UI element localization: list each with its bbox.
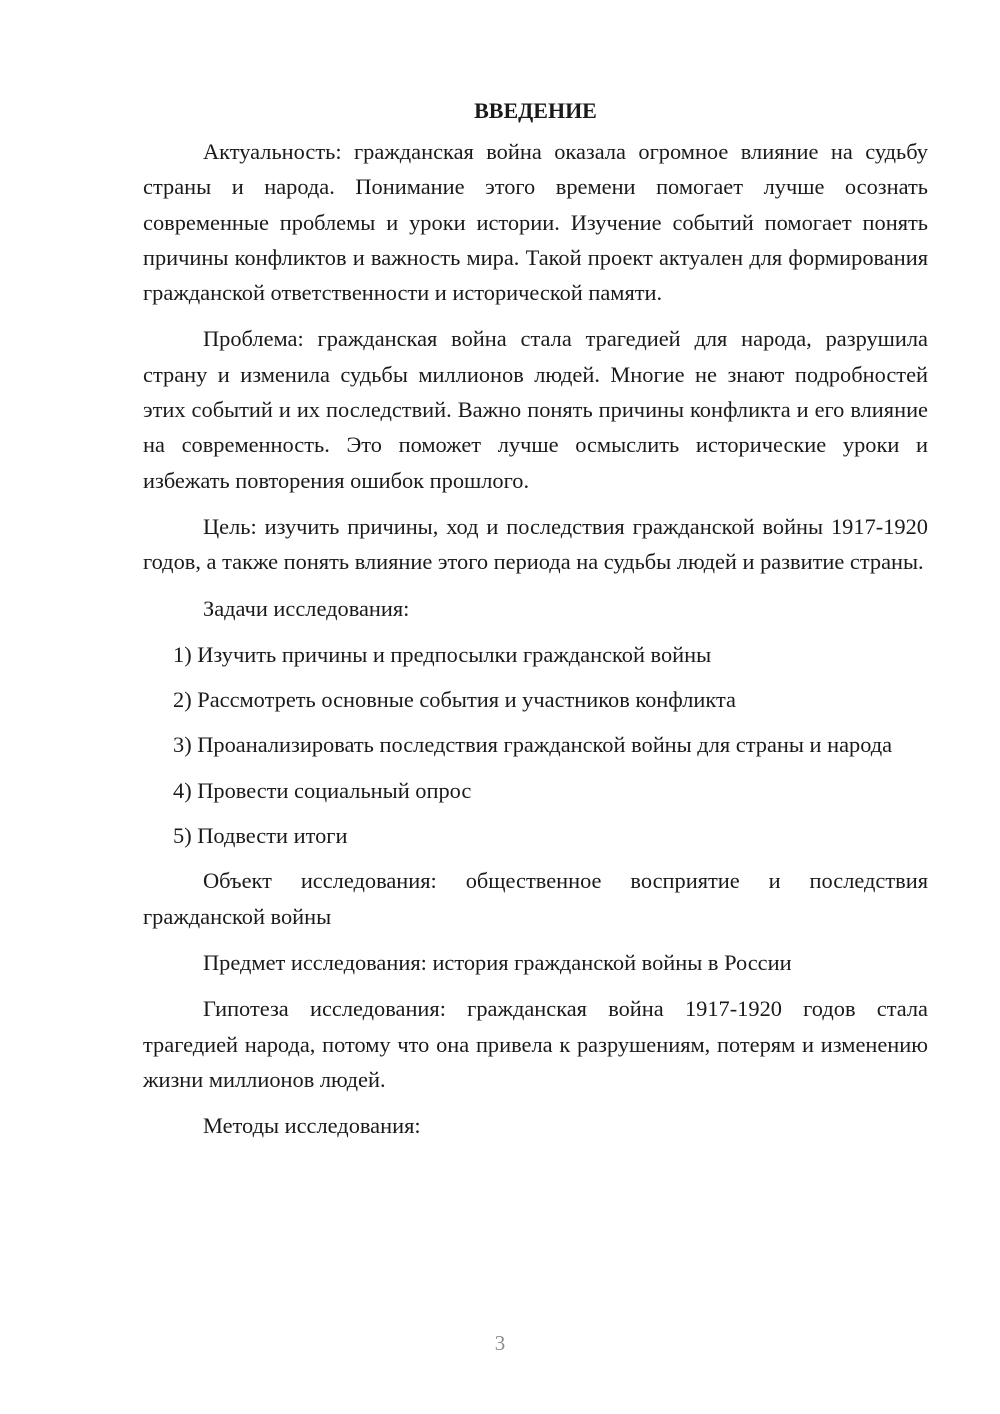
hypothesis-paragraph: Гипотеза исследования: гражданская война 1917-1920 годов стала трагедией народа, потому что она привела к разрушениям, потерям и изменению жизни миллионов людей. bbox=[143, 996, 928, 1092]
task-item: 3) Проанализировать последствия гражданской войны для страны и народа bbox=[173, 732, 893, 758]
task-item: 5) Подвести итоги bbox=[173, 823, 348, 849]
methods-heading: Методы исследования: bbox=[203, 1113, 421, 1139]
task-item: 1) Изучить причины и предпосылки гражданской войны bbox=[173, 641, 712, 667]
goal-paragraph: Цель: изучить причины, ход и последствия гражданской войны 1917-1920 годов, а также понять влияние этого периода на судьбы людей и развитие страны. bbox=[143, 513, 928, 575]
section-title: ВВЕДЕНИЕ bbox=[474, 98, 597, 123]
page-number: 3 bbox=[494, 1331, 506, 1355]
task-item: 2) Рассмотреть основные события и участников конфликта bbox=[173, 687, 736, 713]
object-paragraph: Объект исследования: общественное восприятие и последствия гражданской войны bbox=[143, 868, 928, 929]
page-content bbox=[143, 96, 928, 1154]
task-item: 4) Провести социальный опрос bbox=[173, 777, 472, 803]
problem-paragraph: Проблема: гражданская война стала трагедией для народа, разрушила страну и изменила судьбы миллионов людей. Многие не знают подробностей этих событий и их последствий. Важно понять причины конфликта и его влияние на современность. Это поможет лучше осмыслить исторические уроки и избежать повторения ошибок прошлого. bbox=[143, 326, 928, 493]
subject-paragraph: Предмет исследования: история гражданской войны в России bbox=[203, 949, 792, 975]
tasks-heading: Задачи исследования: bbox=[203, 595, 410, 621]
relevance-paragraph: Актуальность: гражданская война оказала огромное влияние на судьбу страны и народа. Понимание этого времени помогает лучше осознать современные проблемы и уроки истории. Изучение событий помогает понять причины конфликтов и важность мира. Такой проект актуален для формирования гражданской ответственности и исторической памяти. bbox=[143, 139, 928, 306]
